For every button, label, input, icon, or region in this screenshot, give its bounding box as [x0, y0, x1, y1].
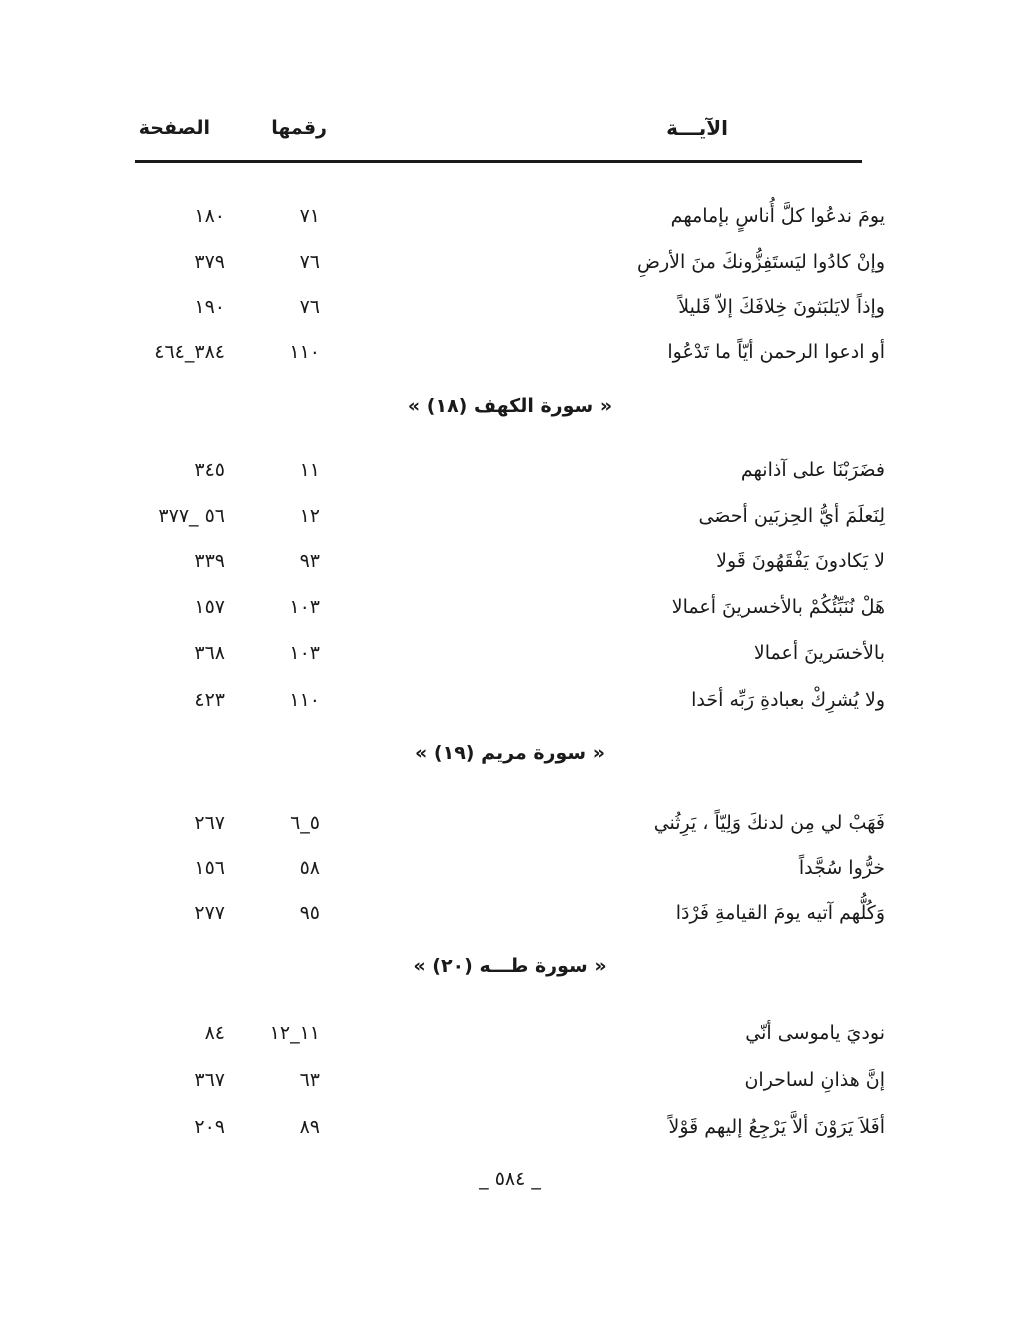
ayah-text: بالأخسَرينَ أعمالا	[753, 642, 885, 664]
column-header-page: الصفحة	[138, 117, 210, 139]
surah-heading-taha: « سورة طـــه (٢٠) »	[413, 955, 607, 977]
ayah-text: فضَرَبْنَا على آذانهم	[740, 459, 885, 481]
ayah-number: ٥٨	[299, 857, 320, 879]
table-row	[0, 1013, 1020, 1053]
page-number: ١٨٠	[194, 205, 225, 227]
column-header-ayah: الآيـــة	[666, 116, 728, 140]
ayah-text: وَكُلُّهم آتيه يومَ القيامةِ فَرْدَا	[675, 902, 885, 924]
page-number: ٣٤٥	[194, 459, 225, 481]
page-number: ١٩٠	[194, 296, 225, 318]
table-row	[0, 848, 1020, 888]
ayah-number: ٧٦	[299, 296, 320, 318]
ayah-number: ١١	[299, 459, 320, 481]
page-number: ٣٨٤_٤٦٤	[154, 341, 225, 363]
table-row	[0, 803, 1020, 843]
ayah-number: ١٠٣	[289, 596, 320, 618]
page-number: ٢٦٧	[194, 812, 225, 834]
ayah-number: ٩٥	[299, 902, 320, 924]
page-number: ٣٧٩	[194, 251, 225, 273]
table-row	[0, 196, 1020, 236]
page-number: ٢٠٩	[194, 1116, 225, 1138]
table-row	[0, 633, 1020, 673]
column-header-number: رقمها	[271, 117, 327, 139]
table-row	[0, 893, 1020, 933]
page-number: ٣٦٧	[194, 1069, 225, 1091]
ayah-text: إنَّ هذانِ لساحران	[744, 1069, 885, 1091]
page-number: ٨٤	[204, 1022, 225, 1044]
ayah-text: هَلْ نُنَبِّئُكُمْ بالأخسرينَ أعمالا	[671, 596, 885, 618]
ayah-number: ٦٣	[299, 1069, 320, 1091]
ayah-text: أو ادعوا الرحمن أيّاً ما تَدْعُوا	[667, 341, 885, 363]
surah-heading-maryam: « سورة مريم (١٩) »	[415, 742, 605, 764]
page-number: ٢٧٧	[194, 902, 225, 924]
ayah-text: ولا يُشرِكْ بعبادةِ رَبِّه أحَدا	[691, 689, 885, 711]
ayah-text: أفَلاَ يَرَوْنَ ألاَّ يَرْجِعُ إليهم قَوْلاً	[668, 1116, 885, 1138]
table-row	[0, 450, 1020, 490]
ayah-number: ٥_٦	[290, 812, 320, 834]
header-rule	[135, 160, 862, 163]
page-number: ٤٢٣	[194, 689, 225, 711]
ayah-number: ٩٣	[299, 550, 320, 572]
ayah-text: نوديَ ياموسى أنّي	[745, 1022, 885, 1044]
table-row	[0, 242, 1020, 282]
ayah-number: ٨٩	[299, 1116, 320, 1138]
page-number: ١٥٦	[194, 857, 225, 879]
page-number: ٣٣٩	[194, 550, 225, 572]
ayah-text: وإنْ كادُوا ليَستَفِزُّونكَ منَ الأرضِ	[637, 251, 885, 273]
table-row	[0, 332, 1020, 372]
ayah-number: ٧٦	[299, 251, 320, 273]
page-number: ٥٦ _٣٧٧	[158, 505, 225, 527]
ayah-number: ١١٠	[289, 341, 320, 363]
ayah-text: يومَ ندعُوا كلَّ أُناسٍ بإمامهم	[670, 205, 885, 227]
page-number: ٣٦٨	[194, 642, 225, 664]
page-footer-number: _ ٥٨٤ _	[479, 1168, 541, 1190]
table-row	[0, 496, 1020, 536]
ayah-text: فَهَبْ لي مِن لدنكَ وَلِيّاً ، يَرِثُني	[653, 812, 885, 834]
table-row	[0, 680, 1020, 720]
surah-heading-kahf: « سورة الكهف (١٨) »	[407, 395, 613, 417]
table-row	[0, 541, 1020, 581]
table-row	[0, 1107, 1020, 1147]
table-row	[0, 287, 1020, 327]
ayah-text: لا يَكادونَ يَفْقَهُونَ قَولا	[716, 550, 885, 572]
ayah-number: ١٢	[299, 505, 320, 527]
ayah-number: ١١٠	[289, 689, 320, 711]
ayah-text: وإذاً لايَلبَثونَ خِلافَكَ إلاّ قَليلاً	[678, 296, 885, 318]
ayah-text: لِنَعلَمَ أيُّ الحِزبَين أحصَى	[698, 505, 885, 527]
ayah-number: ١١_١٢	[269, 1022, 320, 1044]
ayah-number: ٧١	[299, 205, 320, 227]
table-row	[0, 587, 1020, 627]
ayah-number: ١٠٣	[289, 642, 320, 664]
table-row	[0, 1060, 1020, 1100]
page-number: ١٥٧	[194, 596, 225, 618]
ayah-text: خرُّوا سُجَّداً	[798, 857, 885, 879]
